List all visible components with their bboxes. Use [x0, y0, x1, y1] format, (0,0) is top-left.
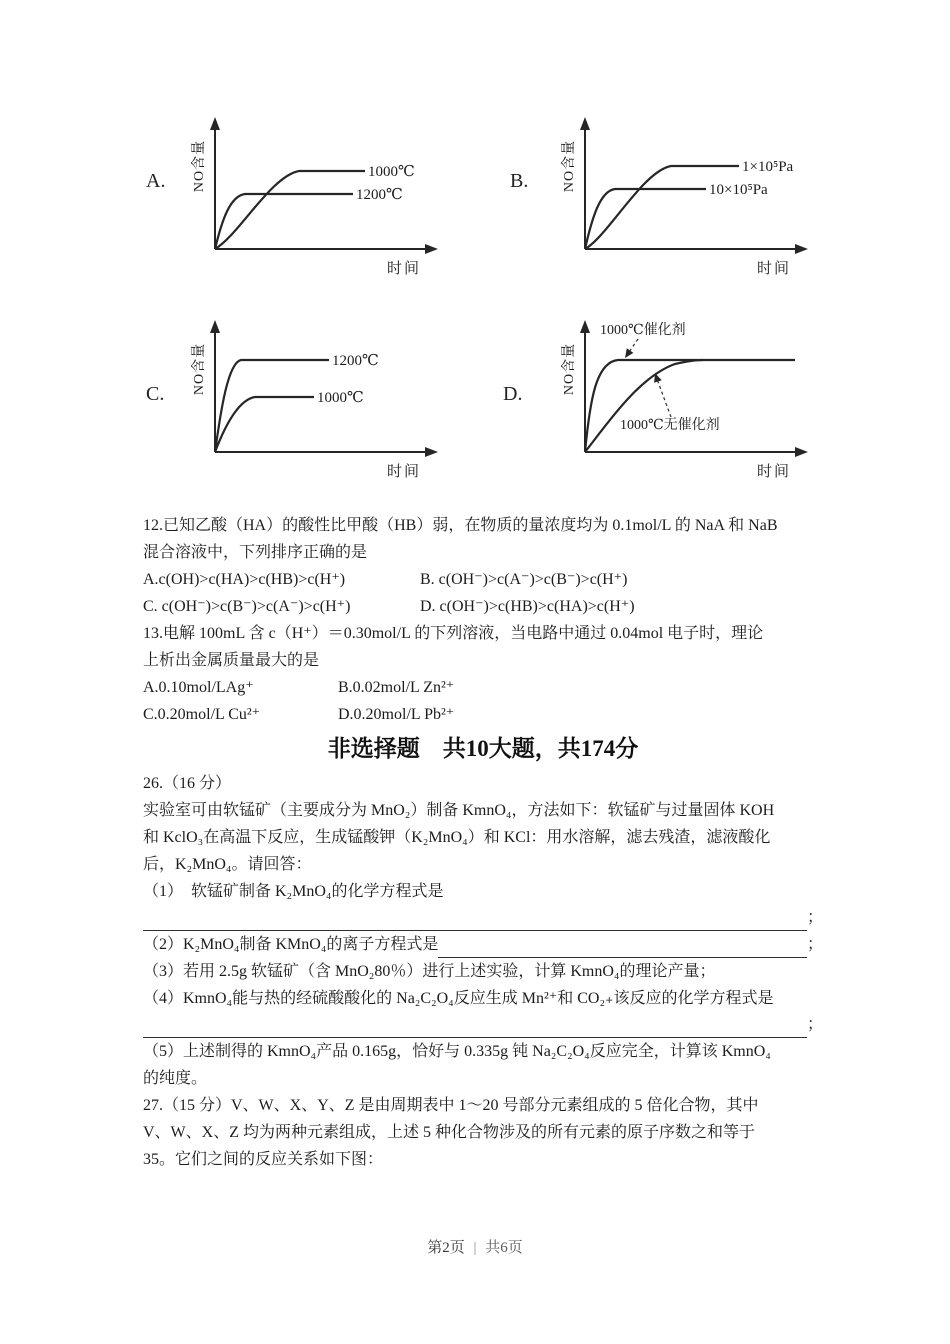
question-26-sub-1: （1） 软锰矿制备 K₂MnO₄的化学方程式是 [143, 883, 444, 900]
x-axis-arrow-icon [425, 244, 438, 254]
option-a: A.0.10mol/LAg⁺ [143, 679, 254, 696]
y-axis-arrow-icon [580, 320, 590, 333]
curve-label: 1200℃ [332, 353, 379, 369]
current-page-label: 第2页 [427, 1240, 465, 1256]
answer-blank-underline [438, 934, 807, 958]
total-pages-label: 共6页 [485, 1240, 523, 1256]
graph-d-plot [563, 317, 893, 495]
text-column [143, 512, 823, 1173]
question-26-sub-3: （3）若用 2.5g 软锰矿（含 MnO₂80％）进行上述实验，计算 KmnO₄的理论产量； [143, 963, 716, 980]
annotation-arrow-icon [625, 348, 633, 358]
page-footer [0, 1236, 950, 1257]
x-axis-arrow-icon [795, 244, 808, 254]
footer-separator: | [473, 1240, 477, 1256]
y-axis-arrow-icon [210, 320, 220, 333]
curve-catalyst [585, 360, 795, 452]
question-12-options-row-1 [143, 566, 823, 593]
question-26-heading: 26.（16 分） [143, 775, 232, 792]
question-13-options-row-2 [143, 701, 823, 728]
section-header: 非选择题 共10大题，共174分 [327, 736, 639, 761]
curve-1000c [215, 397, 314, 452]
y-axis-label: NO含量 [562, 342, 577, 396]
curve-label: 1000℃ [317, 390, 364, 406]
graph-c-plot [193, 317, 523, 495]
graph-option-letter-b: B. [510, 170, 529, 192]
answer-blank-line [143, 1012, 823, 1038]
question-26-para-line-2: 和 KclO₃在高温下反应，生成锰酸钾（K₂MnO₄）和 KCl：用水溶解，滤去残渣，滤液酸化 [143, 829, 771, 846]
y-axis-label: NO含量 [562, 139, 577, 193]
curve-1e5pa [585, 166, 739, 249]
x-axis-label: 时间 [387, 464, 422, 480]
answer-blank-line [143, 905, 823, 931]
curve-label: 1000℃无催化剂 [620, 418, 720, 433]
curve-no-catalyst [585, 360, 703, 452]
question-13-line-1: 13.电解 100mL 含 c（H⁺）＝0.30mol/L 的下列溶液，当电路中通过 0.04mol 电子时，理论 [143, 625, 764, 642]
graph-a-plot [193, 114, 523, 292]
blank-end-punctuation: ； [806, 936, 823, 953]
x-axis-arrow-icon [795, 447, 808, 457]
x-axis-arrow-icon [425, 447, 438, 457]
curve-1200c [215, 360, 329, 452]
curve-label: 10×10⁵Pa [709, 182, 768, 198]
curve-label: 1×10⁵Pa [742, 159, 794, 175]
y-axis-label: NO含量 [192, 342, 207, 396]
question-12-options-row-2 [143, 593, 823, 620]
curve-10e5pa [585, 189, 706, 249]
option-d: D.0.20mol/L Pb²⁺ [338, 706, 455, 723]
answer-blank-underline [143, 1015, 807, 1038]
x-axis-label: 时间 [757, 261, 792, 277]
question-26-sub-2 [143, 931, 823, 958]
blank-end-punctuation: ； [806, 1016, 823, 1033]
graph-b-plot [563, 114, 893, 292]
annotation-arrow-icon [654, 373, 662, 383]
question-12-line-2: 混合溶液中，下列排序正确的是 [143, 544, 368, 561]
question-13-line-2: 上析出金属质量最大的是 [143, 652, 320, 669]
question-27-line-3: 35。它们之间的反应关系如下图： [143, 1151, 384, 1168]
curve-label: 1000℃催化剂 [600, 323, 686, 338]
y-axis-arrow-icon [210, 117, 220, 130]
y-axis-label: NO含量 [192, 139, 207, 193]
graph-option-letter-a: A. [146, 170, 166, 192]
graph-option-letter-d: D. [503, 383, 523, 405]
y-axis-arrow-icon [580, 117, 590, 130]
curve-1000c [215, 171, 365, 249]
question-26-para-line-3: 后，K₂MnO₄。请回答： [143, 856, 312, 873]
option-a: A.c(OH)>c(HA)>c(HB)>c(H⁺) [143, 571, 346, 588]
question-12-line-1: 12.已知乙酸（HA）的酸性比甲酸（HB）弱，在物质的量浓度均为 0.1mol/L 的 NaA 和 NaB [143, 517, 778, 534]
question-26-para-line-1: 实验室可由软锰矿（主要成分为 MnO₂）制备 KmnO₄，方法如下：软锰矿与过量固体 KOH [143, 802, 775, 819]
blank-end-punctuation: ； [806, 909, 823, 926]
x-axis-label: 时间 [387, 261, 422, 277]
answer-blank-underline [143, 908, 807, 931]
annotation-leader-line [657, 379, 671, 417]
question-13-options-row-1 [143, 674, 823, 701]
x-axis-label: 时间 [757, 464, 792, 480]
curve-label: 1200℃ [356, 187, 403, 203]
question-26-sub-4: （4）KmnO₄能与热的经硫酸酸化的 Na₂C₂O₄反应生成 Mn²⁺和 CO₂₊该反应的化学方程式是 [143, 990, 774, 1007]
question-27-line-1: 27.（15 分）V、W、X、Y、Z 是由周期表中 1～20 号部分元素组成的 5 倍化合物，其中 [143, 1097, 759, 1114]
sub-2-text: （2）K₂MnO₄制备 KMnO₄的离子方程式是 [143, 936, 439, 953]
question-26-sub-5-line-2: 的纯度。 [143, 1070, 208, 1087]
curve-label: 1000℃ [368, 164, 415, 180]
option-d: D. c(OH⁻)>c(HB)>c(HA)>c(H⁺) [420, 598, 635, 615]
option-b: B.0.02mol/L Zn²⁺ [338, 679, 455, 696]
graph-option-letter-c: C. [146, 383, 165, 405]
question-27-line-2: V、W、X、Z 均为两种元素组成，上述 5 种化合物涉及的所有元素的原子序数之和等于 [143, 1124, 755, 1141]
option-c: C. c(OH⁻)>c(B⁻)>c(A⁻)>c(H⁺) [143, 598, 351, 615]
option-c: C.0.20mol/L Cu²⁺ [143, 706, 261, 723]
question-26-sub-5-line-1: （5）上述制得的 KmnO₄产品 0.165g，恰好与 0.335g 钝 Na₂C₂O₄反应完全，计算该 KmnO₄ [143, 1043, 771, 1060]
option-b: B. c(OH⁻)>c(A⁻)>c(B⁻)>c(H⁺) [420, 571, 628, 588]
curve-1200c [215, 194, 353, 249]
